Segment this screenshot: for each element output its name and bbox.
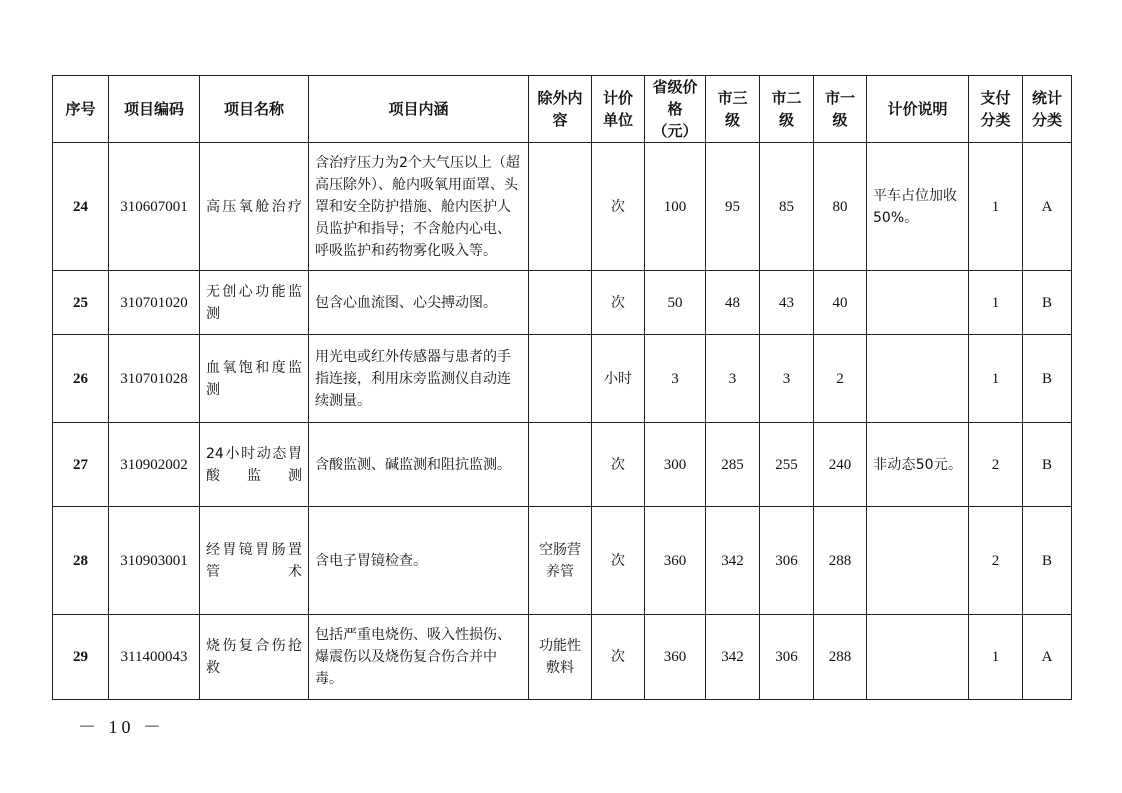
cell-seq: 28 (53, 507, 109, 615)
header-city-level1: 市一级 (814, 76, 867, 143)
cell-seq: 29 (53, 615, 109, 700)
header-exclude: 除外内容 (529, 76, 592, 143)
cell-note: 非动态50元。 (867, 423, 969, 507)
header-seq: 序号 (53, 76, 109, 143)
cell-code: 310902002 (109, 423, 200, 507)
cell-city-level2: 306 (760, 615, 814, 700)
cell-city-level1: 2 (814, 335, 867, 423)
cell-province-price: 50 (645, 271, 706, 335)
price-table (52, 75, 1072, 700)
cell-city-level1: 80 (814, 143, 867, 271)
cell-province-price: 360 (645, 507, 706, 615)
cell-city-level3: 48 (706, 271, 760, 335)
header-name: 项目名称 (200, 76, 309, 143)
cell-content: 含电子胃镜检查。 (309, 507, 529, 615)
cell-pay-class: 2 (969, 507, 1023, 615)
cell-code: 310701028 (109, 335, 200, 423)
cell-city-level2: 306 (760, 507, 814, 615)
cell-city-level2: 255 (760, 423, 814, 507)
cell-unit: 次 (592, 271, 645, 335)
cell-content: 含酸监测、碱监测和阻抗监测。 (309, 423, 529, 507)
cell-unit: 小时 (592, 335, 645, 423)
cell-unit: 次 (592, 143, 645, 271)
cell-city-level2: 43 (760, 271, 814, 335)
header-city-level3: 市三级 (706, 76, 760, 143)
cell-pay-class: 1 (969, 271, 1023, 335)
cell-stat-class: B (1023, 423, 1072, 507)
cell-name: 高压氧舱治疗 (200, 143, 309, 271)
cell-exclude: 空肠营养管 (529, 507, 592, 615)
price-table-sheet (52, 75, 1071, 698)
cell-code: 311400043 (109, 615, 200, 700)
cell-stat-class: B (1023, 271, 1072, 335)
header-pay-class: 支付分类 (969, 76, 1023, 143)
cell-stat-class: B (1023, 507, 1072, 615)
table-row (53, 143, 1072, 271)
header-unit: 计价单位 (592, 76, 645, 143)
cell-province-price: 3 (645, 335, 706, 423)
cell-exclude (529, 423, 592, 507)
cell-city-level3: 95 (706, 143, 760, 271)
cell-pay-class: 2 (969, 423, 1023, 507)
header-city-level2: 市二级 (760, 76, 814, 143)
cell-note (867, 507, 969, 615)
header-content: 项目内涵 (309, 76, 529, 143)
cell-name: 烧伤复合伤抢救 (200, 615, 309, 700)
header-note: 计价说明 (867, 76, 969, 143)
cell-city-level3: 342 (706, 615, 760, 700)
cell-note (867, 615, 969, 700)
header-code: 项目编码 (109, 76, 200, 143)
header-row (53, 76, 1072, 143)
cell-pay-class: 1 (969, 143, 1023, 271)
cell-name: 经胃镜胃肠置管术 (200, 507, 309, 615)
cell-exclude (529, 335, 592, 423)
cell-note (867, 335, 969, 423)
table-row (53, 271, 1072, 335)
cell-exclude: 功能性敷料 (529, 615, 592, 700)
cell-province-price: 300 (645, 423, 706, 507)
cell-code: 310701020 (109, 271, 200, 335)
cell-note: 平车占位加收50%。 (867, 143, 969, 271)
cell-seq: 24 (53, 143, 109, 271)
cell-unit: 次 (592, 507, 645, 615)
cell-seq: 25 (53, 271, 109, 335)
cell-content: 包含心血流图、心尖搏动图。 (309, 271, 529, 335)
cell-code: 310607001 (109, 143, 200, 271)
cell-city-level3: 3 (706, 335, 760, 423)
cell-city-level1: 240 (814, 423, 867, 507)
table-row (53, 615, 1072, 700)
cell-city-level3: 285 (706, 423, 760, 507)
cell-city-level2: 3 (760, 335, 814, 423)
cell-province-price: 360 (645, 615, 706, 700)
cell-city-level3: 342 (706, 507, 760, 615)
cell-city-level1: 288 (814, 615, 867, 700)
cell-content: 含治疗压力为2个大气压以上（超高压除外）、舱内吸氧用面罩、头罩和安全防护措施、舱内医护人员监护和指导；不含舱内心电、呼吸监护和药物雾化吸入等。 (309, 143, 529, 271)
cell-content: 用光电或红外传感器与患者的手指连接，利用床旁监测仪自动连续测量。 (309, 335, 529, 423)
cell-city-level1: 288 (814, 507, 867, 615)
cell-seq: 26 (53, 335, 109, 423)
cell-stat-class: A (1023, 143, 1072, 271)
table-row (53, 423, 1072, 507)
cell-name: 血氧饱和度监测 (200, 335, 309, 423)
cell-note (867, 271, 969, 335)
cell-exclude (529, 143, 592, 271)
cell-name: 24小时动态胃酸监测 (200, 423, 309, 507)
cell-content: 包括严重电烧伤、吸入性损伤、爆震伤以及烧伤复合伤合并中毒。 (309, 615, 529, 700)
table-row (53, 507, 1072, 615)
cell-pay-class: 1 (969, 335, 1023, 423)
cell-name: 无创心功能监测 (200, 271, 309, 335)
cell-stat-class: A (1023, 615, 1072, 700)
cell-exclude (529, 271, 592, 335)
cell-stat-class: B (1023, 335, 1072, 423)
cell-city-level2: 85 (760, 143, 814, 271)
header-province-price: 省级价格（元） (645, 76, 706, 143)
cell-code: 310903001 (109, 507, 200, 615)
cell-seq: 27 (53, 423, 109, 507)
cell-unit: 次 (592, 615, 645, 700)
cell-province-price: 100 (645, 143, 706, 271)
cell-city-level1: 40 (814, 271, 867, 335)
header-stat-class: 统计分类 (1023, 76, 1072, 143)
cell-unit: 次 (592, 423, 645, 507)
table-row (53, 335, 1072, 423)
page-number: － 10 － (78, 717, 165, 737)
cell-pay-class: 1 (969, 615, 1023, 700)
